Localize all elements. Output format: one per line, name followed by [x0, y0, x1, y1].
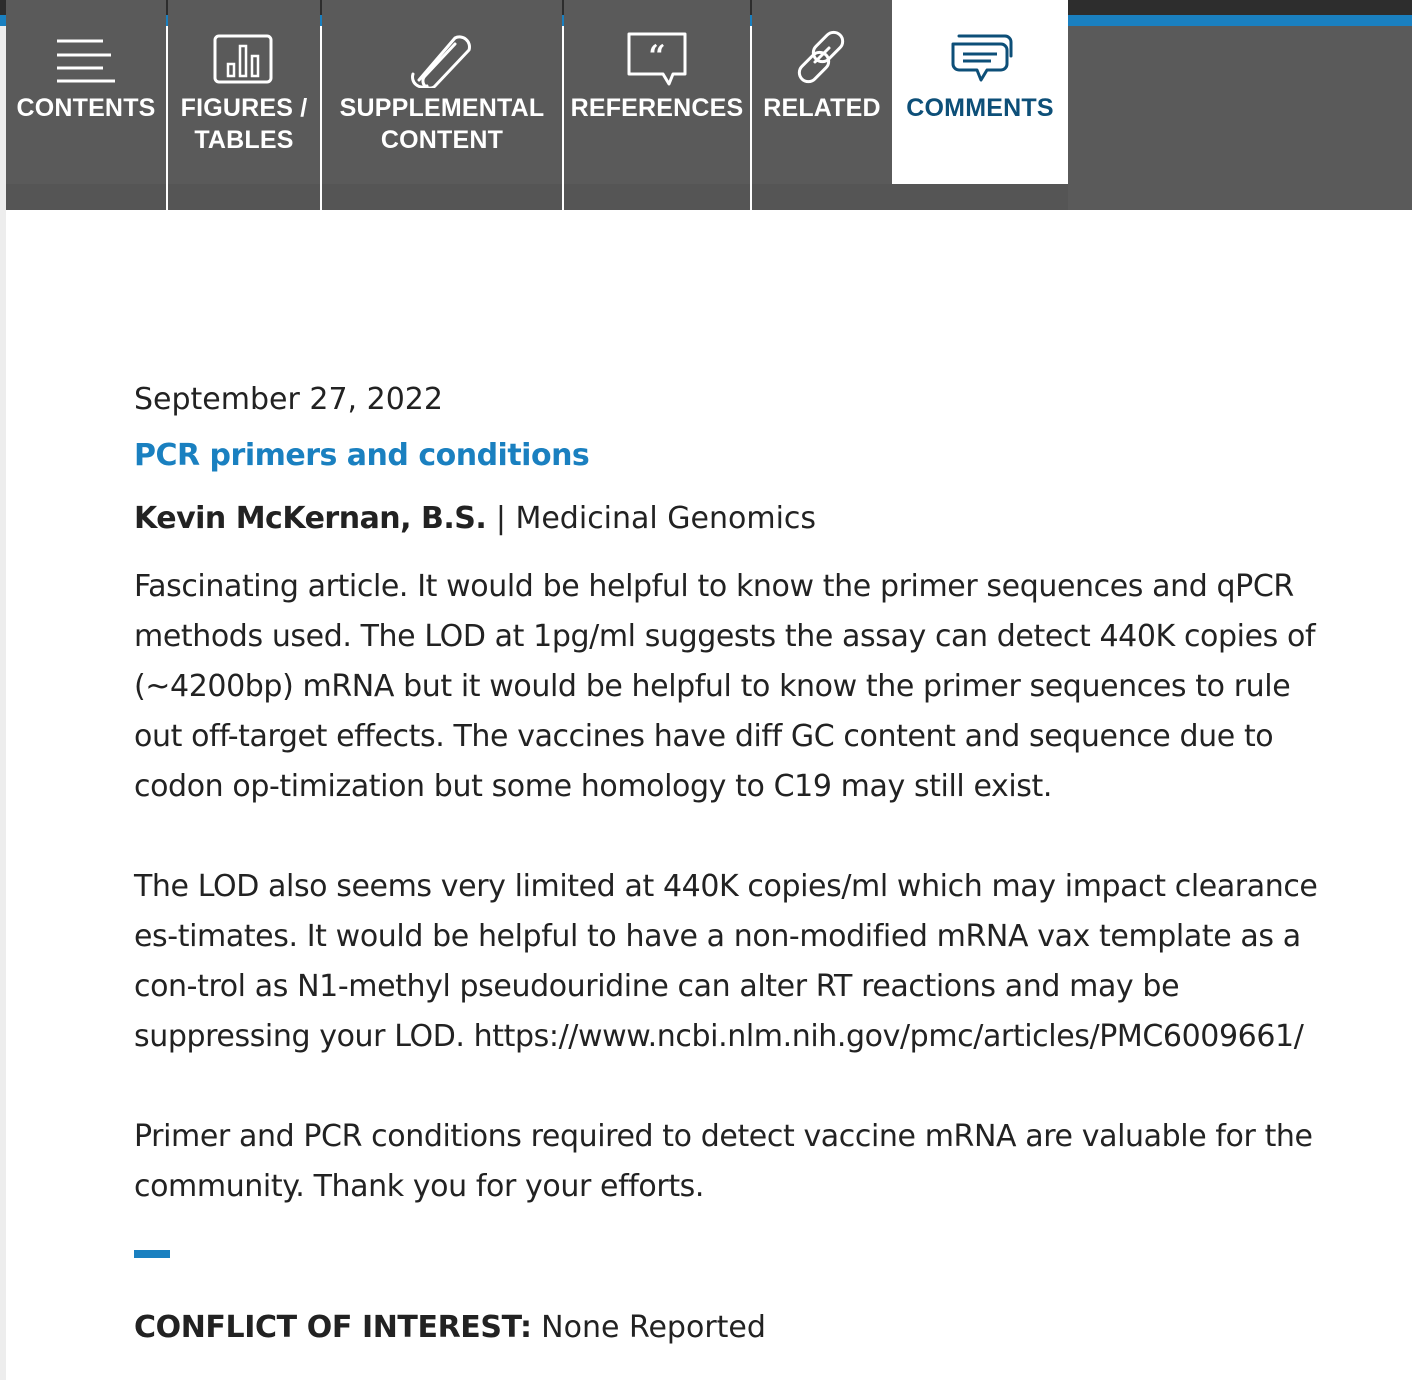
tab-references-label: REFERENCES: [570, 94, 744, 122]
author-separator: |: [486, 501, 516, 536]
tab-figures-tables-label: FIGURES / TABLES: [180, 94, 308, 154]
list-icon: [6, 0, 166, 90]
comment-body: [134, 562, 1334, 1212]
tab-figures-tables[interactable]: [168, 0, 320, 184]
link-icon: [752, 0, 892, 90]
tab-bar-filler: [1068, 26, 1412, 210]
comment-author: [134, 498, 1334, 540]
left-edge: [0, 26, 6, 1380]
tab-comments-label: COMMENTS: [906, 94, 1054, 122]
comment-paragraph: Primer and PCR conditions required to detect vaccine mRNA are valuable for the community. Thank you for your efforts.: [134, 1119, 1313, 1204]
section-divider: [134, 1250, 170, 1258]
tab-supplemental-label: SUPPLEMENTAL CONTENT: [339, 94, 545, 154]
comment-block: [134, 376, 1334, 1350]
paperclip-icon: [322, 0, 562, 90]
conflict-of-interest: [134, 1306, 1334, 1350]
coi-label: CONFLICT OF INTEREST:: [134, 1310, 532, 1345]
comment-paragraph: The LOD also seems very limited at 440K copies/ml which may impact clearance es-timates. It would be helpful to have a non-modified mRNA vax template as a con-trol as N1-methyl pseudouridine can alter RT reactions and may be suppressing your LOD. https://www.ncbi.nlm.nih.gov/pmc/articles/PMC6009661/: [134, 869, 1318, 1054]
comments-icon: [892, 0, 1068, 90]
tab-contents-label: CONTENTS: [16, 94, 156, 122]
tab-contents[interactable]: [6, 0, 166, 184]
author-name: Kevin McKernan, B.S.: [134, 501, 487, 536]
tab-references[interactable]: [564, 0, 750, 184]
svg-text:“: “: [648, 39, 666, 74]
coi-value: None Reported: [531, 1310, 766, 1345]
bar-chart-icon: [168, 0, 320, 90]
quote-icon: [564, 0, 750, 90]
tab-supplemental-content[interactable]: [322, 0, 562, 184]
comment-title[interactable]: PCR primers and conditions: [134, 438, 590, 473]
tab-comments[interactable]: [892, 0, 1068, 184]
tab-related-label: RELATED: [763, 94, 881, 122]
comment-date: September 27, 2022: [134, 382, 443, 417]
tab-related[interactable]: [752, 0, 892, 184]
comment-paragraph: Fascinating article. It would be helpful to know the primer sequences and qPCR methods used. The LOD at 1pg/ml suggests the assay can detect 440K copies of (~4200bp) mRNA but it would be helpful to know the primer sequences to rule out off-target effects. The vaccines have diff GC content and sequence due to codon op-timization but some homology to C19 may still exist.: [134, 569, 1316, 804]
author-affiliation: Medicinal Genomics: [515, 501, 817, 536]
